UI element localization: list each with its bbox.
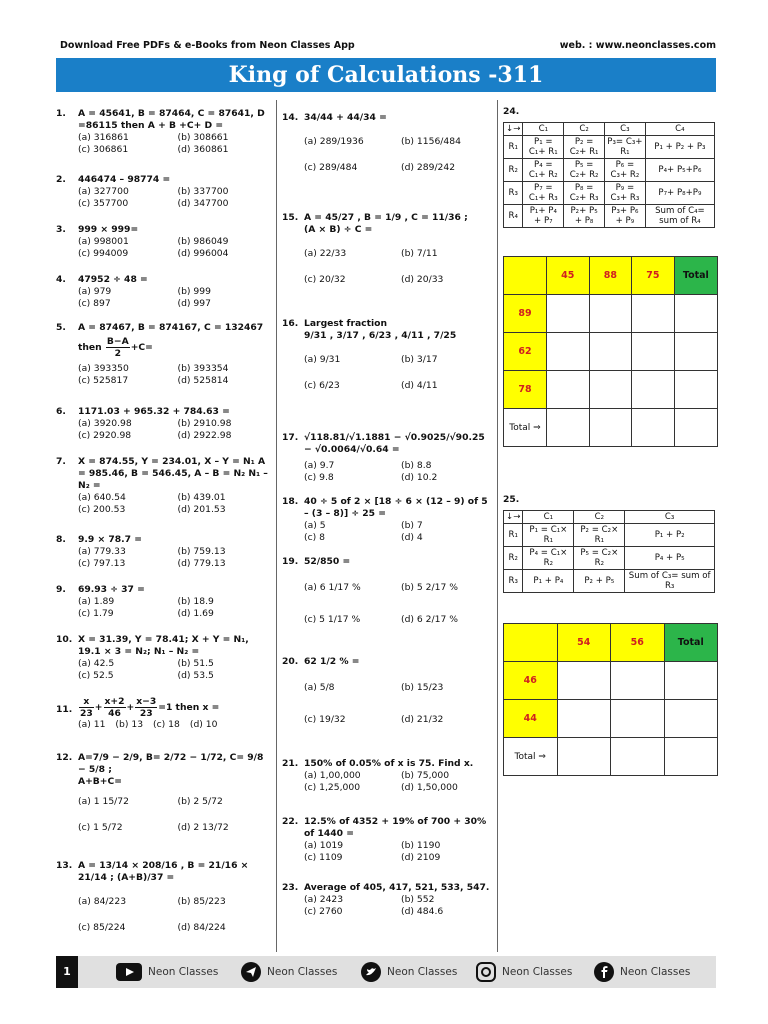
- facebook-icon: [594, 962, 614, 982]
- question-3: 3. 999 × 999= (a) 998001 (b) 986049 (c) 994009 (d) 996004: [56, 224, 229, 259]
- instagram-link[interactable]: Neon Classes: [476, 956, 572, 988]
- question-19: 19. 52/850 = (a) 6 1/17 % (b) 5 2/17 % (c) 5 1/17 % (d) 6 2/17 %: [282, 556, 458, 625]
- question-22: 22. 12.5% of 4352 + 19% of 700 + 30% of 1440 = (a) 1019 (b) 1190 (c) 1109 (d) 2109: [282, 816, 487, 863]
- page-number: 1: [56, 956, 78, 988]
- question-10: 10. X = 31.39, Y = 78.41; X + Y = N₁, 19.1 × 3 = N₂; N₁ – N₂ = (a) 42.5 (b) 51.5 (c) 52.5 (d) 53.5: [56, 634, 249, 681]
- question-8: 8. 9.9 × 78.7 = (a) 779.33 (b) 759.13 (c) 797.13 (d) 779.13: [56, 534, 226, 569]
- question-20: 20. 62 1/2 % = (a) 5/8 (b) 15/23 (c) 19/32 (d) 21/32: [282, 656, 444, 725]
- question-14: 14. 34/44 + 44/34 = (a) 289/1936 (b) 1156/484 (c) 289/484 (d) 289/242: [282, 112, 461, 173]
- question-9: 9. 69.93 ÷ 37 = (a) 1.89 (b) 18.9 (c) 1.79 (d) 1.69: [56, 584, 214, 619]
- question-5: 5. A = 87467, B = 874167, C = 132467 then $\frac{B-A}{2}$ +C= (a) 393350 (b) 393354 (c) 525817 (d) 525814: [56, 322, 264, 386]
- question-24: 24. ↓→ C₁ C₂ C₃ C₄ R₁ P₁ = C₁+ R₁ P₂ = C₂+ R₁ P₃= C₃+ R₁ P₁ + P₂ + P₃ R₂ P₄ = C₁+ R₂ P₅ = C₂+ R₂ P₆ = C₃+ R₂ P₄+ P₅+P₆ R₃ P₇ = C₁+ R₃ P₈ = C₂+ R₃ P₉ = C₃+ R₃ P₇+ P₈+P₉ R₄ P₁+ P₄ + P₇ P₂+ P₅ + P₈ P₃+ P₆ + P₉ Sum of C₄= sum of R₄ 45 88 75 Total 89 62 78 Total ⇒: [503, 106, 717, 447]
- question-4: 4. 47952 ÷ 48 = (a) 979 (b) 999 (c) 897 (d) 997: [56, 274, 211, 309]
- download-text: Download Free PDFs & e-Books from Neon Classes App: [60, 40, 355, 51]
- question-7: 7. X = 874.55, Y = 234.01, X – Y = N₁ A = 985.46, B = 546.45, A – B = N₂ N₁ – N₂ = (a) 640.54 (b) 439.01 (c) 200.53 (d) 201.53: [56, 456, 268, 515]
- twitter-link[interactable]: Neon Classes: [361, 956, 457, 988]
- website-text: web. : www.neonclasses.com: [559, 40, 716, 51]
- instagram-icon: [476, 962, 496, 982]
- table-24: ↓→ C₁ C₂ C₃ C₄ R₁ P₁ = C₁+ R₁ P₂ = C₂+ R₁ P₃= C₃+ R₁ P₁ + P₂ + P₃ R₂ P₄ = C₁+ R₂ P₅ = C₂+ R₂ P₆ = C₃+ R₂ P₄+ P₅+P₆ R₃ P₇ = C₁+ R₃ P₈ = C₂+ R₃ P₉ = C₃+ R₃ P₇+ P₈+P₉ R₄ P₁+ P₄ + P₇ P₂+ P₅ + P₈ P₃+ P₆ + P₉ Sum of C₄= sum of R₄: [503, 122, 715, 228]
- question-21: 21. 150% of 0.05% of x is 75. Find x. (a) 1,00,000 (b) 75,000 (c) 1,25,000 (d) 1,50,000: [282, 758, 474, 793]
- facebook-link[interactable]: Neon Classes: [594, 956, 690, 988]
- question-11: 11. $\frac{x}{23}$ + $\frac{x+2}{46}$ + $\frac{x-3}{23}$ =1 then x = (a) 11 (b) 13 (c) 18 (d) 10: [56, 696, 220, 730]
- twitter-icon: [361, 962, 381, 982]
- question-23: 23. Average of 405, 417, 521, 533, 547. (a) 2423 (b) 552 (c) 2760 (d) 484.6: [282, 882, 490, 917]
- page-title: King of Calculations -311: [56, 58, 716, 92]
- question-16: 16. Largest fraction 9/31 , 3/17 , 6/23 , 4/11 , 7/25 (a) 9/31 (b) 3/17 (c) 6/23 (d) 4/11: [282, 318, 457, 391]
- table-25: ↓→ C₁ C₂ C₃ R₁ P₁ = C₁× R₁ P₂ = C₂× R₁ P₁ + P₂ R₂ P₄ = C₁× R₂ P₅ = C₂× R₂ P₄ + P₅ R₃ P₁ + P₄ P₂ + P₅ Sum of C₃= sum of R₃: [503, 510, 715, 593]
- telegram-icon: [241, 962, 261, 982]
- question-1: 1. A = 45641, B = 87464, C = 87641, D =86115 then A + B +C+ D = (a) 316861 (b) 308661 (c) 306861 (d) 360861: [56, 108, 265, 155]
- telegram-link[interactable]: Neon Classes: [241, 956, 337, 988]
- question-2: 2. 446474 – 98774 = (a) 327700 (b) 337700 (c) 357700 (d) 347700: [56, 174, 229, 209]
- column-divider: [276, 100, 277, 952]
- question-17: 17. √118.81/√1.1881 − √0.9025/√90.25 − √0.0064/√0.64 = (a) 9.7 (b) 8.8 (c) 9.8 (d) 10.2: [282, 432, 485, 483]
- grid-25: 54 56 Total 46 44 Total ⇒: [503, 623, 718, 776]
- footer-bar: [56, 956, 716, 988]
- question-13: 13. A = 13/14 × 208/16 , B = 21/16 × 21/14 ; (A+B)/37 = (a) 84/223 (b) 85/223 (c) 85/224 (d) 84/224: [56, 860, 249, 933]
- grid-24: 45 88 75 Total 89 62 78 Total ⇒: [503, 256, 718, 447]
- fraction: $\frac{B-A}{2}$: [106, 336, 129, 359]
- question-25: 25. ↓→ C₁ C₂ C₃ R₁ P₁ = C₁× R₁ P₂ = C₂× R₁ P₁ + P₂ R₂ P₄ = C₁× R₂ P₅ = C₂× R₂ P₄ + P₅ R₃ P₁ + P₄ P₂ + P₅ Sum of C₃= sum of R₃ 54 56 Total 46 44 Total ⇒: [503, 494, 717, 776]
- column-divider: [497, 100, 498, 952]
- youtube-link[interactable]: Neon Classes: [116, 956, 218, 988]
- youtube-icon: [116, 963, 142, 981]
- question-12: 12. A=7/9 − 2/9, B= 2/72 − 1/72, C= 9/8 − 5/8 ; A+B+C= (a) 1 15/72 (b) 2 5/72 (c) 1 5/72 (d) 2 13/72: [56, 752, 264, 833]
- question-18: 18. 40 ÷ 5 of 2 × [18 ÷ 6 × (12 – 9) of 5 – (3 – 8)] ÷ 25 = (a) 5 (b) 7 (c) 8 (d) 4: [282, 496, 488, 543]
- question-6: 6. 1171.03 + 965.32 + 784.63 = (a) 3920.98 (b) 2910.98 (c) 2920.98 (d) 2922.98: [56, 406, 232, 441]
- question-15: 15. A = 45/27 , B = 1/9 , C = 11/36 ; (A × B) ÷ C = (a) 22/33 (b) 7/11 (c) 20/32 (d) 20/33: [282, 212, 468, 285]
